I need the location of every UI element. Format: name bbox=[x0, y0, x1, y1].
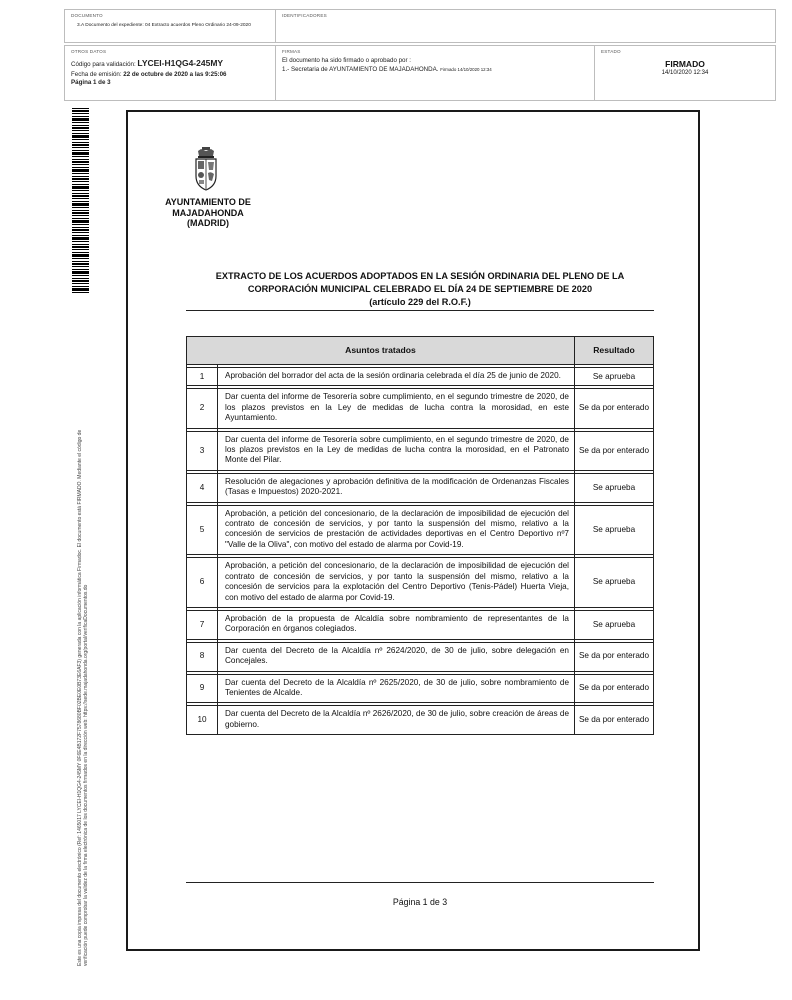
row-result: Se da por enterado bbox=[575, 642, 654, 671]
title-line-2: CORPORACIÓN MUNICIPAL CELEBRADO EL DÍA 24 DE SEPTIEMBRE DE 2020 bbox=[247, 284, 593, 294]
firmas-cell bbox=[276, 46, 594, 100]
table-row bbox=[187, 473, 654, 502]
ayuntamiento-line-1: AYUNTAMIENTO DE bbox=[165, 197, 251, 207]
row-subject: Aprobación, a petición del concesionario, de la declaración de imposibilidad de ejecución del contrato de concesión de servicios, y por tanto la suspensión del mismo, relativo a la concesión de servicios de prestación de actividades deportivas en el Centro Deportivo nº7 "Valle de la Oliva", con motivo del estado de alarma por Covid-19. bbox=[218, 505, 575, 555]
row-subject: Dar cuenta del Decreto de la Alcaldía nº 2626/2020, de 30 de julio, sobre creación de áreas de gobierno. bbox=[218, 706, 575, 735]
table-row bbox=[187, 505, 654, 555]
row-subject: Resolución de alegaciones y aprobación definitiva de la modificación de Ordenanzas Fiscales (Tasas e Impuestos) 2020-2021. bbox=[218, 473, 575, 502]
coat-of-arms-icon bbox=[192, 146, 220, 192]
footer-rule bbox=[186, 882, 654, 883]
table-row bbox=[187, 674, 654, 703]
row-number: 6 bbox=[187, 558, 218, 608]
asuntos-table bbox=[186, 336, 654, 735]
table-header-row bbox=[187, 337, 654, 365]
barcode-image bbox=[72, 108, 89, 295]
table-row bbox=[187, 368, 654, 386]
documento-text: 3.A Documento del expediente: 04 Extracto acuerdos Pleno Ordinario 24-09-2020 bbox=[77, 23, 251, 28]
firmas-intro: El documento ha sido firmado o aprobado por : bbox=[282, 57, 411, 64]
table-row bbox=[187, 610, 654, 639]
row-number: 4 bbox=[187, 473, 218, 502]
estado-date: 14/10/2020 12:34 bbox=[661, 70, 709, 76]
fecha-line bbox=[71, 71, 226, 79]
row-subject: Dar cuenta del informe de Tesorería sobre cumplimiento, en el segundo trimestre de 2020, de los plazos previstos en la Ley de medidas de lucha contra la morosidad, en el Patronato Monte del Pilar. bbox=[218, 431, 575, 470]
estado-value: FIRMADO bbox=[665, 59, 705, 69]
firmas-label: FIRMAS bbox=[282, 49, 301, 54]
row-subject: Dar cuenta del Decreto de la Alcaldía nº 2625/2020, de 30 de julio, sobre nombramiento de Tenientes de Alcalde. bbox=[218, 674, 575, 703]
table-row bbox=[187, 389, 654, 428]
table-row bbox=[187, 642, 654, 671]
row-result: Se da por enterado bbox=[575, 389, 654, 428]
codigo-value: LYCEI-H1QG4-245MY bbox=[137, 58, 224, 68]
firmas-date: Firmado 14/10/2020 12:34 bbox=[440, 67, 492, 72]
title-line-1: EXTRACTO DE LOS ACUERDOS ADOPTADOS EN LA SESIÓN ORDINARIA DEL PLENO DE LA bbox=[215, 271, 625, 281]
row-result: Se aprueba bbox=[575, 558, 654, 608]
row-result: Se da por enterado bbox=[575, 706, 654, 735]
fecha-label: Fecha de emisión: bbox=[71, 71, 122, 78]
documento-cell bbox=[65, 10, 275, 42]
row-result: Se aprueba bbox=[575, 368, 654, 386]
row-subject: Aprobación, a petición del concesionario, de la declaración de imposibilidad de ejecución del contrato de concesión de servicios, y por tanto la suspensión del mismo, relativo a la concesión de servicios para la explotación del Centro Deportivo (Tenis-Pádel) Huerta Vieja, con motivo del estado de alarma por Covid-19. bbox=[218, 558, 575, 608]
column-header-asuntos: Asuntos tratados bbox=[187, 337, 575, 365]
ayuntamiento-line-3: (MADRID) bbox=[187, 218, 229, 228]
row-number: 9 bbox=[187, 674, 218, 703]
verification-side-text bbox=[77, 296, 90, 966]
row-subject: Aprobación de la propuesta de Alcaldía sobre nombramiento de representantes de la Corporación en órganos colegiados. bbox=[218, 610, 575, 639]
row-result: Se aprueba bbox=[575, 505, 654, 555]
table-row bbox=[187, 706, 654, 735]
estado-cell bbox=[595, 46, 775, 100]
table-row bbox=[187, 431, 654, 470]
row-number: 10 bbox=[187, 706, 218, 735]
title-underline bbox=[186, 310, 654, 311]
verification-line-2: verificación puede comprobar la validez de la firma electrónica de los documentos firmados en la dirección web: https://sede.majadahonda.org/portal/verificaDocumentos.do bbox=[83, 584, 90, 966]
table-body bbox=[187, 365, 654, 735]
ayuntamiento-name bbox=[152, 197, 264, 229]
ayuntamiento-line-2: MAJADAHONDA bbox=[172, 207, 244, 218]
table-row bbox=[187, 558, 654, 608]
codigo-line bbox=[71, 60, 223, 69]
identificadores-label: IDENTIFICADORES bbox=[282, 13, 327, 18]
otros-datos-label: OTROS DATOS bbox=[71, 49, 107, 54]
firmas-signer: 1.- Secretaria de AYUNTAMIENTO DE MAJADAHONDA. bbox=[282, 66, 439, 73]
column-header-resultado: Resultado bbox=[575, 337, 654, 365]
otros-datos-cell bbox=[65, 46, 275, 100]
row-result: Se aprueba bbox=[575, 473, 654, 502]
row-result: Se da por enterado bbox=[575, 674, 654, 703]
row-result: Se da por enterado bbox=[575, 431, 654, 470]
row-result: Se aprueba bbox=[575, 610, 654, 639]
row-number: 7 bbox=[187, 610, 218, 639]
verification-line-1: Este es una copia impresa del documento electrónico (Ref: 1465017 LYCEI-H1QG4-245MY 0F6E4B172F7578680BF02BE0E0B73E6AF3) generada con la aplicación informática Firmadoc. El documento está FIRMADO. Mediante el código de bbox=[77, 429, 83, 966]
row-number: 3 bbox=[187, 431, 218, 470]
row-subject: Dar cuenta del informe de Tesorería sobre cumplimiento, en el segundo trimestre de 2020, de los plazos previstos en la Ley de medidas de lucha contra la morosidad, en este Ayuntamiento. bbox=[218, 389, 575, 428]
row-number: 1 bbox=[187, 368, 218, 386]
documento-label: DOCUMENTO bbox=[71, 13, 103, 18]
row-subject: Dar cuenta del Decreto de la Alcaldía nº 2624/2020, de 30 de julio, sobre delegación en Concejales. bbox=[218, 642, 575, 671]
codigo-label: Código para validación: bbox=[71, 61, 136, 68]
row-number: 2 bbox=[187, 389, 218, 428]
row-number: 8 bbox=[187, 642, 218, 671]
firmas-line bbox=[282, 66, 492, 74]
title-line-3: (artículo 229 del R.O.F.) bbox=[369, 297, 471, 307]
header-row-details bbox=[64, 45, 776, 101]
header-row-document bbox=[64, 9, 776, 43]
row-number: 5 bbox=[187, 505, 218, 555]
identificadores-cell bbox=[276, 10, 775, 42]
estado-label: ESTADO bbox=[601, 49, 621, 54]
fecha-value: 22 de octubre de 2020 a las 9:25:06 bbox=[123, 71, 227, 78]
pagina-value: Página 1 de 3 bbox=[71, 79, 111, 86]
page-number: Página 1 de 3 bbox=[392, 897, 448, 907]
document-title bbox=[186, 270, 654, 309]
row-subject: Aprobación del borrador del acta de la sesión ordinaria celebrada el día 25 de junio de 2020. bbox=[218, 368, 575, 386]
